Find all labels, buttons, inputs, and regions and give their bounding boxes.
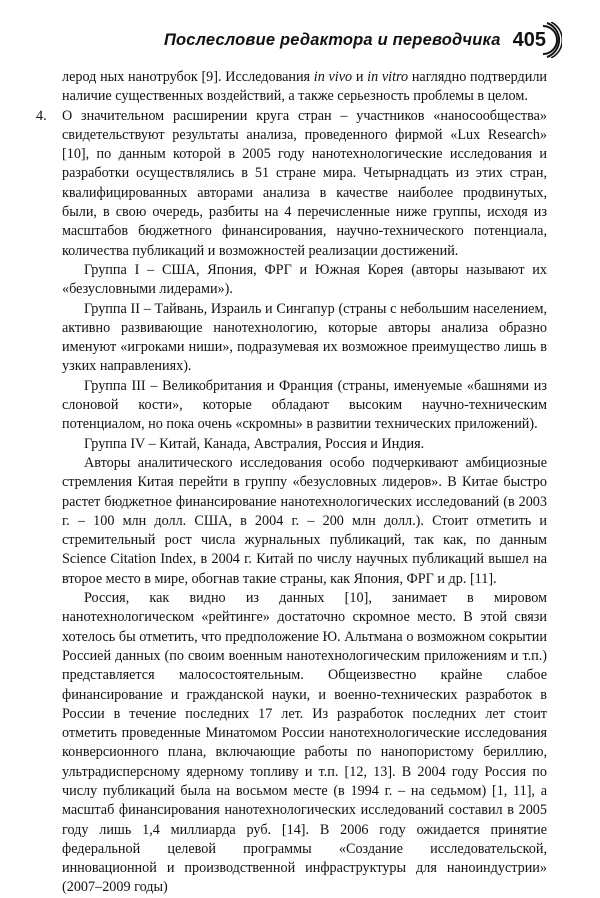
group-2: Группа II – Тайвань, Израиль и Сингапур (страны с небольшим населением, активно развивающие нанотехнологию, которые авторы анализа образно именуют «игроками ниши», подразумевая их возможное преимущество лишь в узких направлениях).: [62, 300, 547, 375]
list-number: 4.: [36, 107, 47, 124]
paragraph-russia: Россия, как видно из данных [10], занимает в мировом нанотехнологическом «рейтинге» достаточно скромное место. В этой связи хотелось бы отметить, что предположение Ю. Альтмана о возможном сокрытии Россией данных (по своим военным нанотехнологическим приложениям и т.п.) представляется малосостоятельным. Общеизвестно крайне слабое финансирование и гражданской науки, и военно-технических разработок в России в течение последних 17 лет. Из разработок последних лет стоит отметить проведенные Минатомом России нанотехнологические исследования конверсионного плана, включающие работы по нанопористому бериллию, ультрадисперсному ядерному топливу и т.п. [12, 13]. В 2004 году Россия по числу публикаций была на восьмом месте (в 1994 г. – на седьмом) [1, 11], а масштаб финансирования нанотехнологических исследований составил в 2005 году лишь 1,4 миллиарда руб. [14]. В 2006 году ожидается принятие федеральной целевой программы «Создание исследовательской, инновационной и производственной инфраструктуры для наноиндустрии» (2007–2009 годы): [62, 590, 547, 896]
page-number: 405: [512, 28, 546, 51]
body-text: [36, 68, 548, 898]
list-item-text: О значительном расширении круга стран – участников «наносообщества» свидетельствуют результаты анализа, проведенного фирмой «Lux Research» [10], по данным которой в 2005 году нанотехнологические исследования и разработки осуществлялись в 51 стране мира. Четырнадцать из этих стран, квалифицированных авторами анализа в качестве наиболее продвинутых, были, в свою очередь, разбиты на 4 перечисленные ниже группы, исходя из масштабов бюджетного финансирования, научно-технического потенциала, количества публикаций и возможностей реализации достижений.: [62, 107, 547, 259]
page-header: [60, 22, 562, 58]
list-item-4: [36, 107, 547, 261]
running-title: Послесловие редактора и переводчика: [163, 30, 501, 49]
group-1: Группа I – США, Япония, ФРГ и Южная Корея (авторы называют их «безусловными лидерами»).: [62, 261, 547, 298]
continued-paragraph: лерод ных нанотрубок [9]. Исследования in vivo и in vitro наглядно подтвердили наличие существенных воздействий, а также серьезность проблемы в целом.: [62, 69, 548, 105]
paragraph-china: Авторы аналитического исследования особо подчеркивают амбициозные стремления Китая перейти в группу «безусловных лидеров». В Китае быстро растет бюджетное финансирование нанотехнологических исследований (в 2003 г. – 100 млн долл. США, в 2004 г. – 200 млн долл.). Стоит отметить и стремительный рост числа журнальных публикаций, так как, по данным Science Citation Index, в 2004 г. Китай по числу научных публикаций вышел на второе место в мире, обогнав такие страны, как Япония, ФРГ и др. [11].: [62, 454, 547, 587]
group-3: Группа III – Великобритания и Франция (страны, именуемые «башнями из слоновой кости», которые обладают высоким научно-техническим потенциалом, но пока очень «скромны» в развитии технических приложений).: [62, 377, 547, 433]
group-4: Группа IV – Китай, Канада, Австралия, Россия и Индия.: [84, 435, 425, 452]
page-number-badge: [513, 22, 562, 58]
